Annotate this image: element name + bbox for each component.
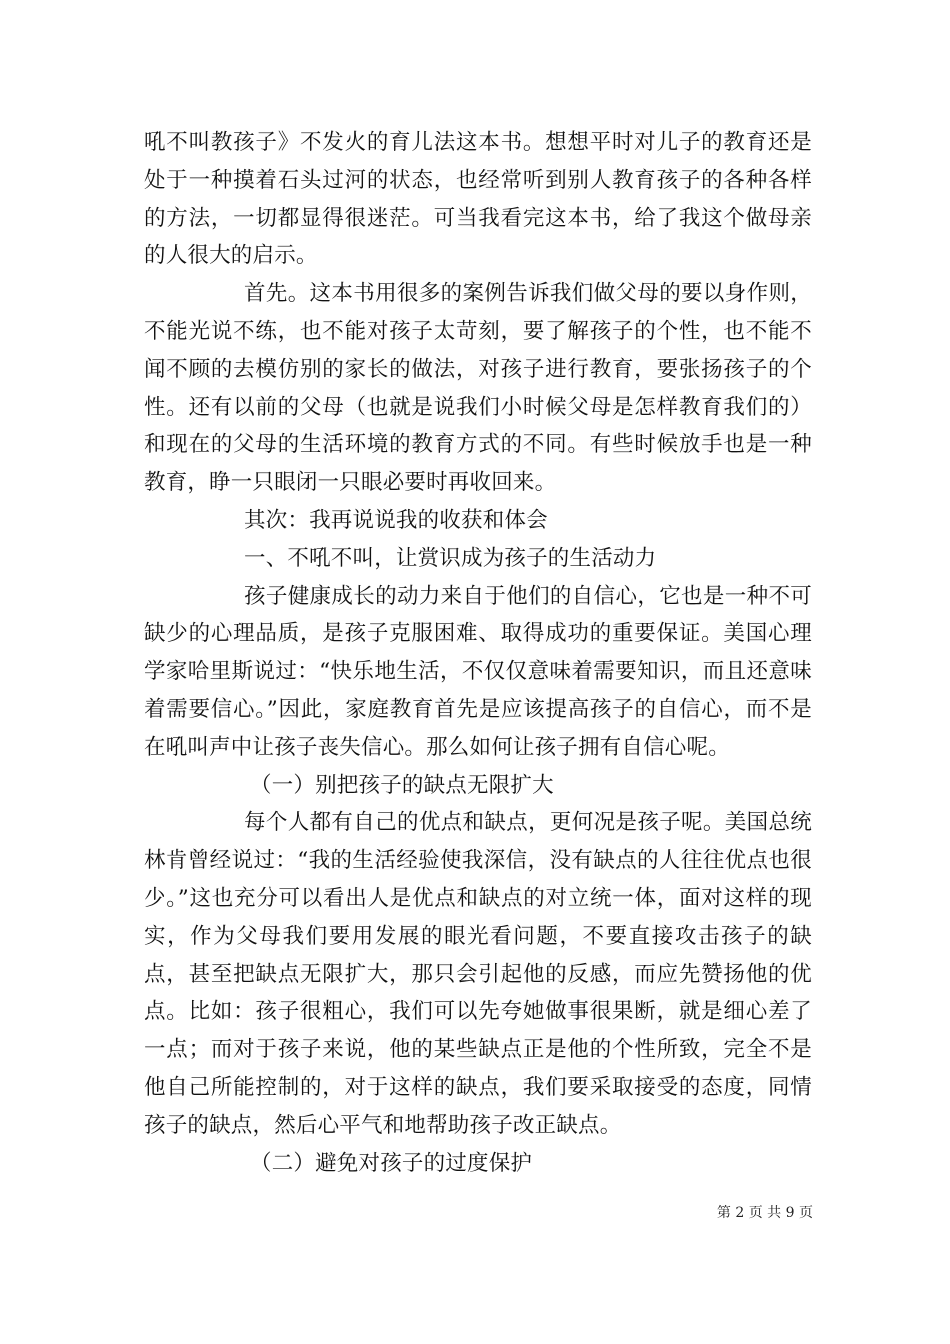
paragraph-second-point-heading: 其次：我再说说我的收获和体会 xyxy=(244,507,548,533)
paragraph-first-point: 首先。这本书用很多的案例告诉我们做父母的要以身作则，不能光说不练，也不能对孩子太苛刻，要了解孩子的个性，也不能不闻不顾的去模仿别的家长的做法，对孩子进行教育，要张扬孩子的个性。还有以前的父母（也就是说我们小时候父母是怎样教育我们的）和现在的父母的生活环境的教育方式的不同。有些时候放手也是一种教育，睁一只眼闭一只眼必要时再收回来。 xyxy=(144,281,812,496)
page-number-footer: 第 2 页 共 9 页 xyxy=(716,1205,813,1221)
subheading-one: （一）别把孩子的缺点无限扩大 xyxy=(250,772,554,798)
paragraph-confidence: 孩子健康成长的动力来自于他们的自信心，它也是一种不可缺少的心理品质，是孩子克服困难、取得成功的重要保证。美国心理学家哈里斯说过：“快乐地生活，不仅仅意味着需要知识，而且还意味着需要信心。”因此，家庭教育首先是应该提高孩子的自信心，而不是在吼叫声中让孩子丧失信心。那么如何让孩子拥有自信心呢。 xyxy=(144,583,812,760)
paragraph-intro-continued: 吼不叫教孩子》不发火的育儿法这本书。想想平时对儿子的教育还是处于一种摸着石头过河的状态，也经常听到别人教育孩子的各种各样的方法，一切都显得很迷茫。可当我看完这本书，给了我这个做母亲的人很大的启示。 xyxy=(144,130,812,269)
paragraph-strengths-weaknesses: 每个人都有自己的优点和缺点，更何况是孩子呢。美国总统林肯曾经说过：“我的生活经验使我深信，没有缺点的人往往优点也很少。”这也充分可以看出人是优点和缺点的对立统一体，面对这样的现实，作为父母我们要用发展的眼光看问题，不要直接攻击孩子的缺点，甚至把缺点无限扩大，那只会引起他的反感，而应先赞扬他的优点。比如：孩子很粗心，我们可以先夸她做事很果断，就是细心差了一点；而对于孩子来说，他的某些缺点正是他的个性所致，完全不是他自己所能控制的，对于这样的缺点，我们要采取接受的态度，同情孩子的缺点，然后心平气和地帮助孩子改正缺点。 xyxy=(144,810,812,1138)
section-heading-one: 一、不吼不叫，让赏识成为孩子的生活动力 xyxy=(244,545,657,571)
subheading-two: （二）避免对孩子的过度保护 xyxy=(250,1150,533,1176)
document-body xyxy=(144,124,812,1182)
